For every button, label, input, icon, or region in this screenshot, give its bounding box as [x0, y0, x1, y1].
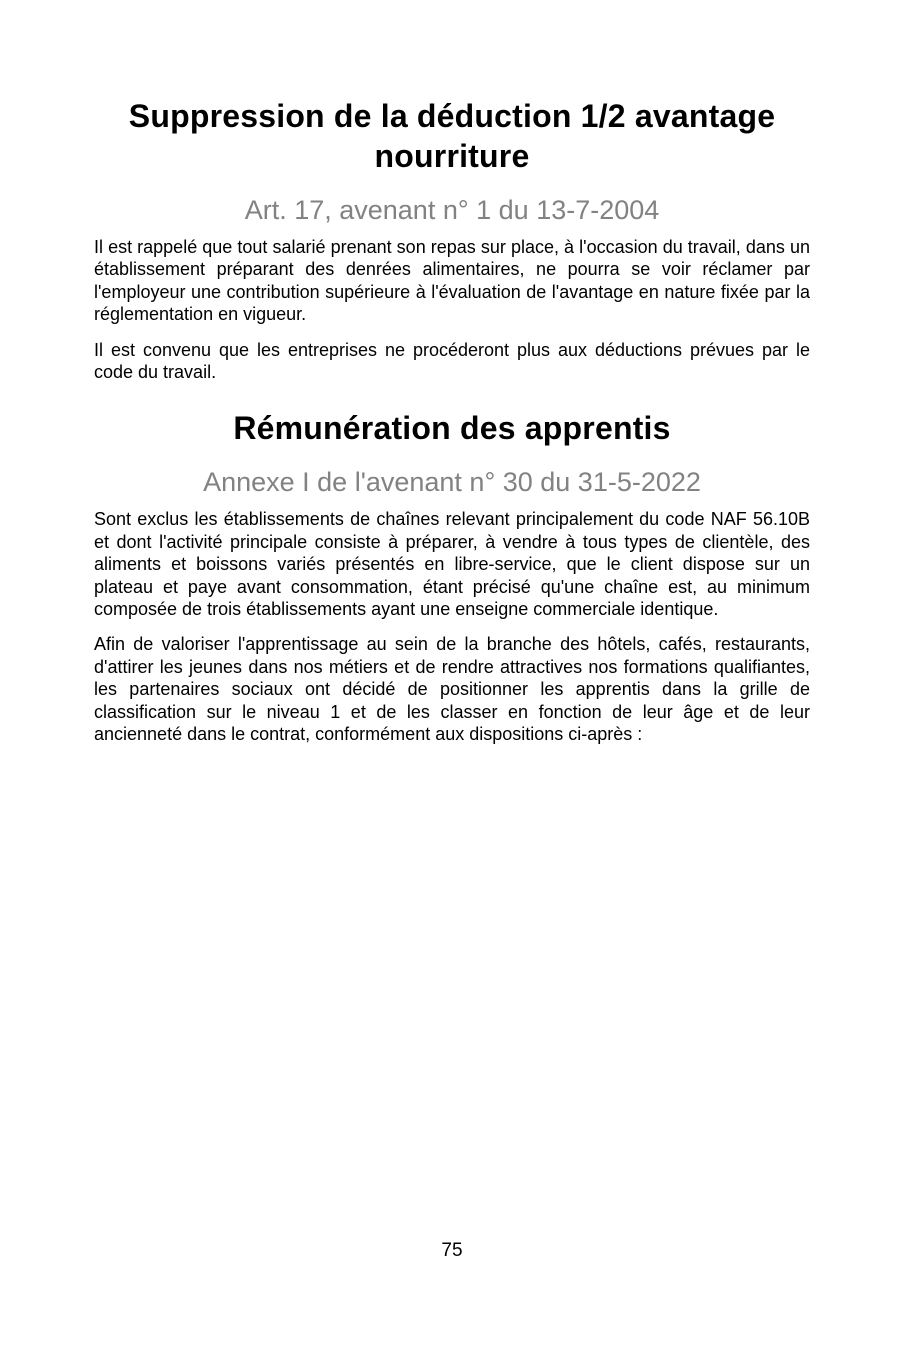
paragraph-valoriser-apprentissage: Afin de valoriser l'apprentissage au sein de la branche des hôtels, cafés, restaurants, d'attirer les jeunes dans nos métiers et de rendre attractives nos formations qualifiantes, les partenaires sociaux ont décidé de positionner les apprentis dans la grille de classification sur le niveau 1 et de les classer en fonction de leur âge et de leur ancienneté dans le contrat, conformément aux dispositions ci-après :: [94, 634, 810, 745]
paragraph-etablissements-exclus: Sont exclus les établissements de chaînes relevant principalement du code NAF 56.10B et dont l'activité principale consiste à préparer, à vendre à tous types de clientèle, des aliments et boissons variés présentés en libre-service, que le client dispose sur un plateau et paye avant consommation, étant précisé qu'une chaîne est, au minimum composée de trois établissements ayant une enseigne commerciale identique.: [94, 509, 810, 620]
section-heading-suppression: Suppression de la déduction 1/2 avantage nourriture: [128, 98, 776, 174]
paragraph-deductions-code-travail: Il est convenu que les entreprises ne procéderont plus aux déductions prévues par le code du travail.: [94, 339, 810, 383]
section-suppression-deduction: [94, 96, 810, 383]
page-number: 75: [441, 1240, 463, 1261]
section-subtitle-avenant-2004: Art. 17, avenant n° 1 du 13-7-2004: [244, 195, 660, 225]
section-remuneration-apprentis: [94, 408, 810, 745]
section-subtitle-avenant-2022: Annexe I de l'avenant n° 30 du 31-5-2022: [203, 467, 701, 498]
section-heading-remuneration: Rémunération des apprentis: [233, 410, 671, 447]
paragraph-repas-sur-place: Il est rappelé que tout salarié prenant son repas sur place, à l'occasion du travail, dans un établissement préparant des denrées alimentaires, ne pourra se voir réclamer par l'employeur une contribution supérieure à l'évaluation de l'avantage en nature fixée par la réglementation en vigueur.: [94, 237, 810, 325]
